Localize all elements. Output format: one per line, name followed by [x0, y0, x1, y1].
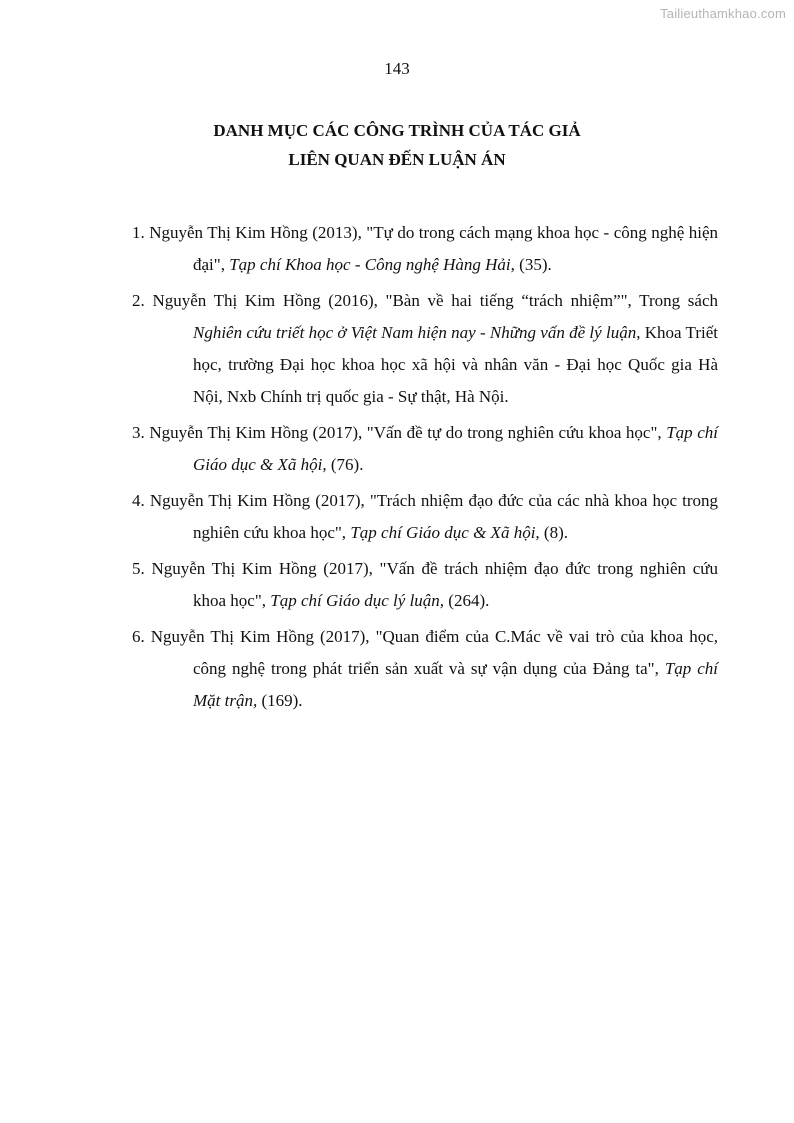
reference-number: 1.: [132, 223, 145, 242]
reference-text: Nguyễn Thị Kim Hồng (2017), "Vấn đề tự do trong nghiên cứu khoa học",: [149, 423, 667, 442]
reference-number: 4.: [132, 491, 145, 510]
reference-number: 5.: [132, 559, 145, 578]
reference-list: [132, 217, 718, 721]
reference-detail: (169).: [257, 691, 303, 710]
reference-journal: Tạp chí Giáo dục & Xã hội,: [350, 523, 540, 542]
reference-journal: Tạp chí Giáo dục & Xã hội,: [193, 423, 718, 474]
page-title: [0, 116, 794, 174]
reference-number: 6.: [132, 627, 145, 646]
reference-text: Nguyễn Thị Kim Hồng (2016), "Bàn về hai tiếng “trách nhiệm”", Trong sách: [152, 291, 719, 310]
reference-journal: Tạp chí Mặt trận,: [193, 659, 718, 710]
reference-item: [132, 217, 718, 281]
reference-detail: (35).: [514, 255, 552, 274]
reference-text: Nguyễn Thị Kim Hồng (2017), "Quan điểm của C.Mác về vai trò của khoa học, công nghệ trong phát triển sản xuất và sự vận dụng của Đảng ta",: [150, 627, 719, 678]
reference-detail: (8).: [539, 523, 568, 542]
reference-detail: (76).: [326, 455, 364, 474]
reference-item: [132, 553, 718, 617]
reference-detail: (264).: [444, 591, 490, 610]
reference-item: [132, 485, 718, 549]
reference-book-title: Nghiên cứu triết học ở Việt Nam hiện nay - Những vấn đề lý luận: [193, 323, 637, 342]
reference-detail: , Khoa Triết học, trường Đại học khoa học xã hội và nhân văn - Đại học Quốc gia Hà Nội, Nxb Chính trị quốc gia - Sự thật, Hà Nội.: [193, 323, 718, 406]
reference-text: Nguyễn Thị Kim Hồng (2013), "Tự do trong cách mạng khoa học - công nghệ hiện đại",: [149, 223, 719, 274]
reference-journal: Tạp chí Giáo dục lý luận,: [270, 591, 445, 610]
reference-number: 2.: [132, 291, 145, 310]
reference-item: [132, 417, 718, 481]
page-number: 143: [384, 59, 410, 78]
reference-text: Nguyễn Thị Kim Hồng (2017), "Vấn đề trách nhiệm đạo đức trong nghiên cứu khoa học",: [151, 559, 719, 610]
title-line-1: DANH MỤC CÁC CÔNG TRÌNH CỦA TÁC GIẢ: [213, 121, 581, 140]
reference-item: [132, 285, 718, 413]
reference-text: Nguyễn Thị Kim Hồng (2017), "Trách nhiệm đạo đức của các nhà khoa học trong nghiên cứu khoa học",: [149, 491, 719, 542]
reference-journal: Tạp chí Khoa học - Công nghệ Hàng Hải,: [229, 255, 515, 274]
reference-item: [132, 621, 718, 717]
watermark: Tailieuthamkhao.com: [660, 6, 786, 21]
reference-number: 3.: [132, 423, 145, 442]
title-line-2: LIÊN QUAN ĐẾN LUẬN ÁN: [288, 150, 506, 169]
